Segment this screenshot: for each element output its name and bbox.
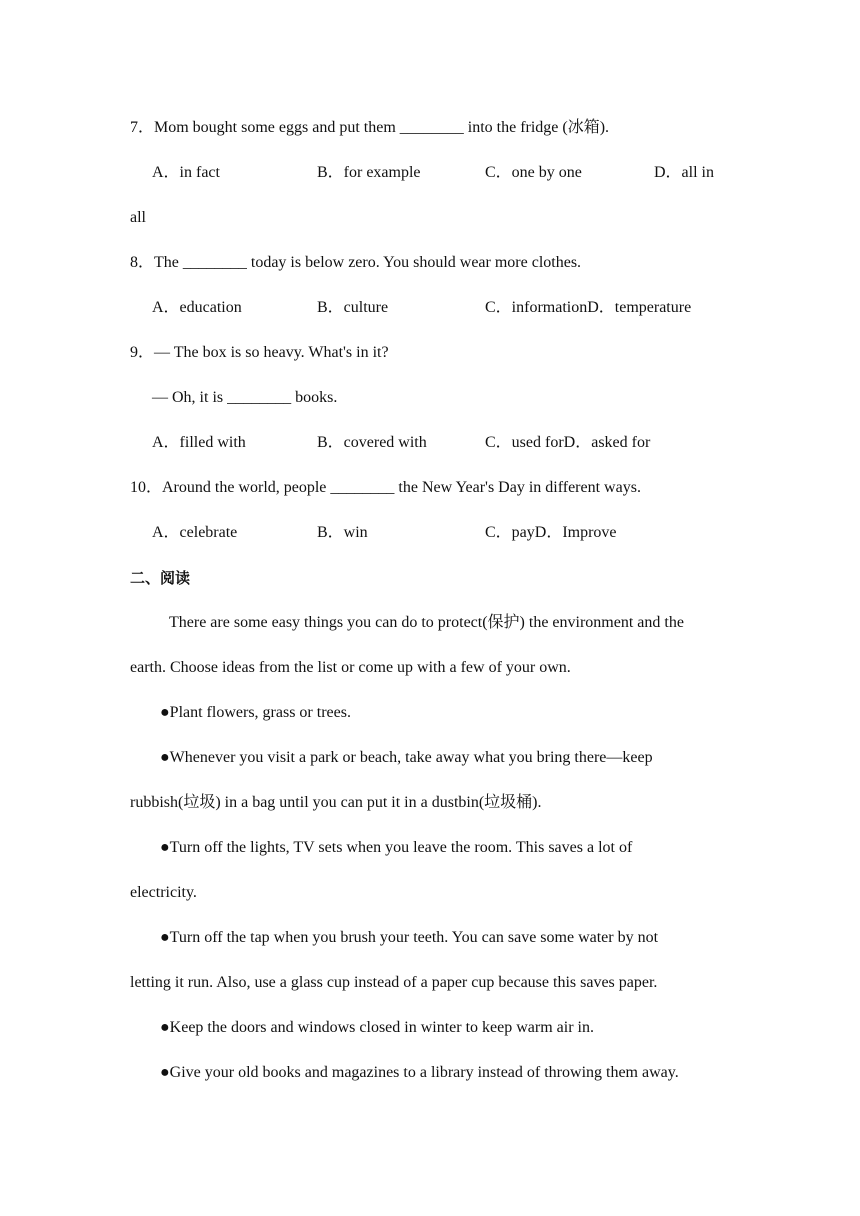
question-9-stem-response: — Oh, it is ________ books. — [152, 389, 338, 406]
reading-bullet-6: ●Give your old books and magazines to a library instead of throwing them away. — [160, 1064, 679, 1081]
question-7-option-c: C．one by one — [485, 164, 582, 181]
question-10-stem: 10．Around the world, people ________ the New Year's Day in different ways. — [130, 479, 641, 496]
question-7-option-d-continued: all — [130, 209, 146, 226]
question-10-option-a: A．celebrate — [152, 524, 238, 541]
reading-bullet-5: ●Keep the doors and windows closed in winter to keep warm air in. — [160, 1019, 594, 1036]
question-9-option-b: B．covered with — [317, 434, 427, 451]
question-9-option-a: A．filled with — [152, 434, 246, 451]
reading-bullet-2-line-1: ●Whenever you visit a park or beach, take away what you bring there—keep — [160, 749, 653, 766]
reading-bullet-1: ●Plant flowers, grass or trees. — [160, 704, 351, 721]
reading-bullet-2-line-2: rubbish(垃圾) in a bag until you can put it in a dustbin(垃圾桶). — [130, 794, 542, 811]
reading-bullet-4-line-2: letting it run. Also, use a glass cup instead of a paper cup because this saves paper. — [130, 974, 658, 991]
reading-bullet-3-line-1: ●Turn off the lights, TV sets when you leave the room. This saves a lot of — [160, 839, 633, 856]
section-heading-reading: 二、阅读 — [130, 569, 191, 587]
question-9-stem: 9．— The box is so heavy. What's in it? — [130, 344, 389, 361]
question-7-option-b: B．for example — [317, 164, 421, 181]
reading-bullet-4-line-1: ●Turn off the tap when you brush your teeth. You can save some water by not — [160, 929, 659, 946]
reading-paragraph-line-2: earth. Choose ideas from the list or come up with a few of your own. — [130, 659, 571, 676]
question-8-option-a: A．education — [152, 299, 242, 316]
question-7-option-d: D．all in — [654, 164, 714, 181]
question-8-option-cd: C．informationD．temperature — [485, 299, 692, 316]
question-7-option-a: A．in fact — [152, 164, 220, 181]
question-10-option-b: B．win — [317, 524, 368, 541]
question-8-option-b: B．culture — [317, 299, 389, 316]
reading-paragraph-line-1: There are some easy things you can do to protect(保护) the environment and the — [169, 614, 684, 631]
question-9-option-cd: C．used forD．asked for — [485, 434, 651, 451]
question-7-stem: 7．Mom bought some eggs and put them ________ into the fridge (冰箱). — [130, 119, 610, 136]
question-10-option-cd: C．payD．Improve — [485, 524, 617, 541]
reading-bullet-3-line-2: electricity. — [130, 884, 197, 901]
question-8-stem: 8．The ________ today is below zero. You should wear more clothes. — [130, 254, 582, 271]
